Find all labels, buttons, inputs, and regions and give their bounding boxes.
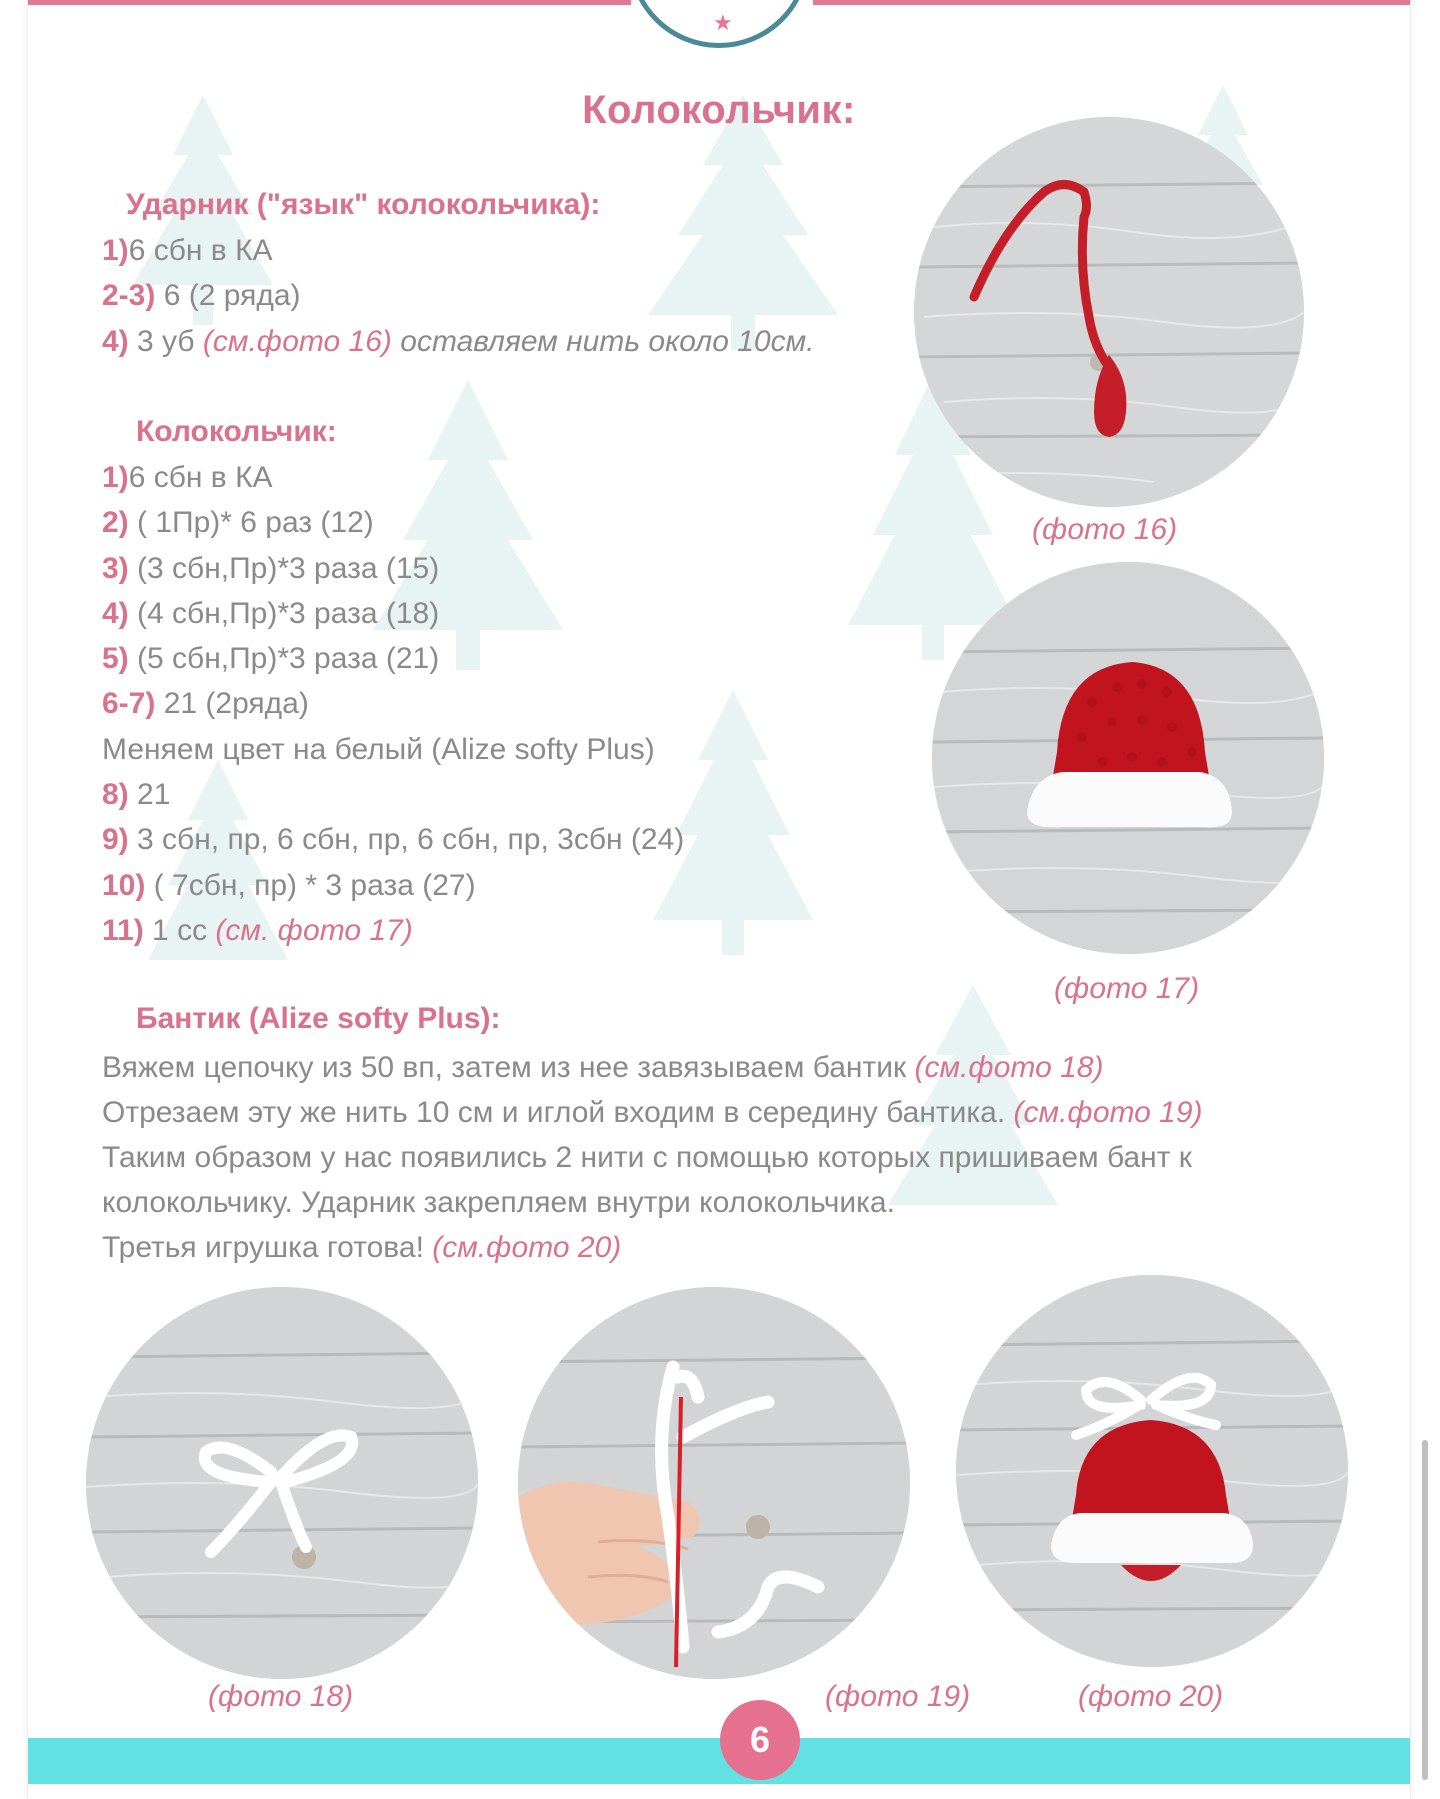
list-item: 4) (4 сбн,Пр)*3 раза (18) [102,596,440,630]
photo-19-needle [518,1287,910,1679]
top-border-left [28,0,631,5]
bell-steps [102,455,684,953]
caption-photo-17: (фото 17) [1054,972,1200,1005]
document-page [28,0,1410,1799]
photo-16-clapper [914,117,1304,507]
list-item: 1)6 сбн в КА [102,461,273,494]
list-item: 11) 1 сс (см. фото 17) [102,913,413,947]
section-title-bell: Колокольчик: [136,415,337,448]
bow-instructions [102,1045,1362,1270]
caption-photo-18: (фото 18) [208,1680,354,1713]
caption-photo-20: (фото 20) [1078,1680,1224,1713]
paragraph: Отрезаем эту же нить 10 см и иглой входим в середину бантика. (см.фото 19) [102,1096,1203,1129]
paragraph: Третья игрушка готова! (см.фото 20) [102,1231,622,1264]
logo-badge [628,0,810,48]
paragraph: Вяжем цепочку из 50 вп, затем из нее завязываем бантик (см.фото 18) [102,1051,1104,1084]
page-number: 6 [720,1700,800,1780]
photo-20-finished-bell [956,1275,1348,1667]
page-title: Колокольчик: [582,88,856,132]
list-item: 10) ( 7сбн, пр) * 3 раза (27) [102,868,476,902]
list-item: 1)6 сбн в КА [102,234,273,267]
list-item: 4) 3 уб (см.фото 16) оставляем нить около 10см. [102,324,815,358]
paragraph: Таким образом у нас появились 2 нити с помощью которых пришиваем бант к колокольчику. Ударник закрепляем внутри колокольчика. [102,1141,1192,1219]
footer-bar [28,1738,1410,1784]
list-item: 3) (3 сбн,Пр)*3 раза (15) [102,551,440,585]
list-item: 6-7) 21 (2ряда) [102,687,309,721]
section-title-bow: Бантик (Alize softy Plus): [136,1002,501,1035]
list-item: 2-3) 6 (2 ряда) [102,279,301,313]
photo-18-bow [86,1287,478,1679]
caption-photo-16: (фото 16) [1032,513,1178,546]
clapper-steps [102,228,815,364]
top-border-right [813,0,1410,5]
list-item: 9) 3 сбн, пр, 6 сбн, пр, 6 сбн, пр, 3сбн (24) [102,823,685,857]
star-icon: ★ [713,11,733,36]
caption-photo-19: (фото 19) [825,1680,971,1713]
section-title-clapper: Ударник ("язык" колокольчика): [126,188,601,221]
list-item: 8) 21 [102,778,171,812]
list-item: 5) (5 сбн,Пр)*3 раза (21) [102,642,440,676]
scrollbar[interactable] [1422,1440,1428,1780]
photo-17-bell [932,562,1324,954]
list-item: Меняем цвет на белый (Alize softy Plus) [102,732,655,766]
list-item: 2) ( 1Пр)* 6 раз (12) [102,506,374,540]
